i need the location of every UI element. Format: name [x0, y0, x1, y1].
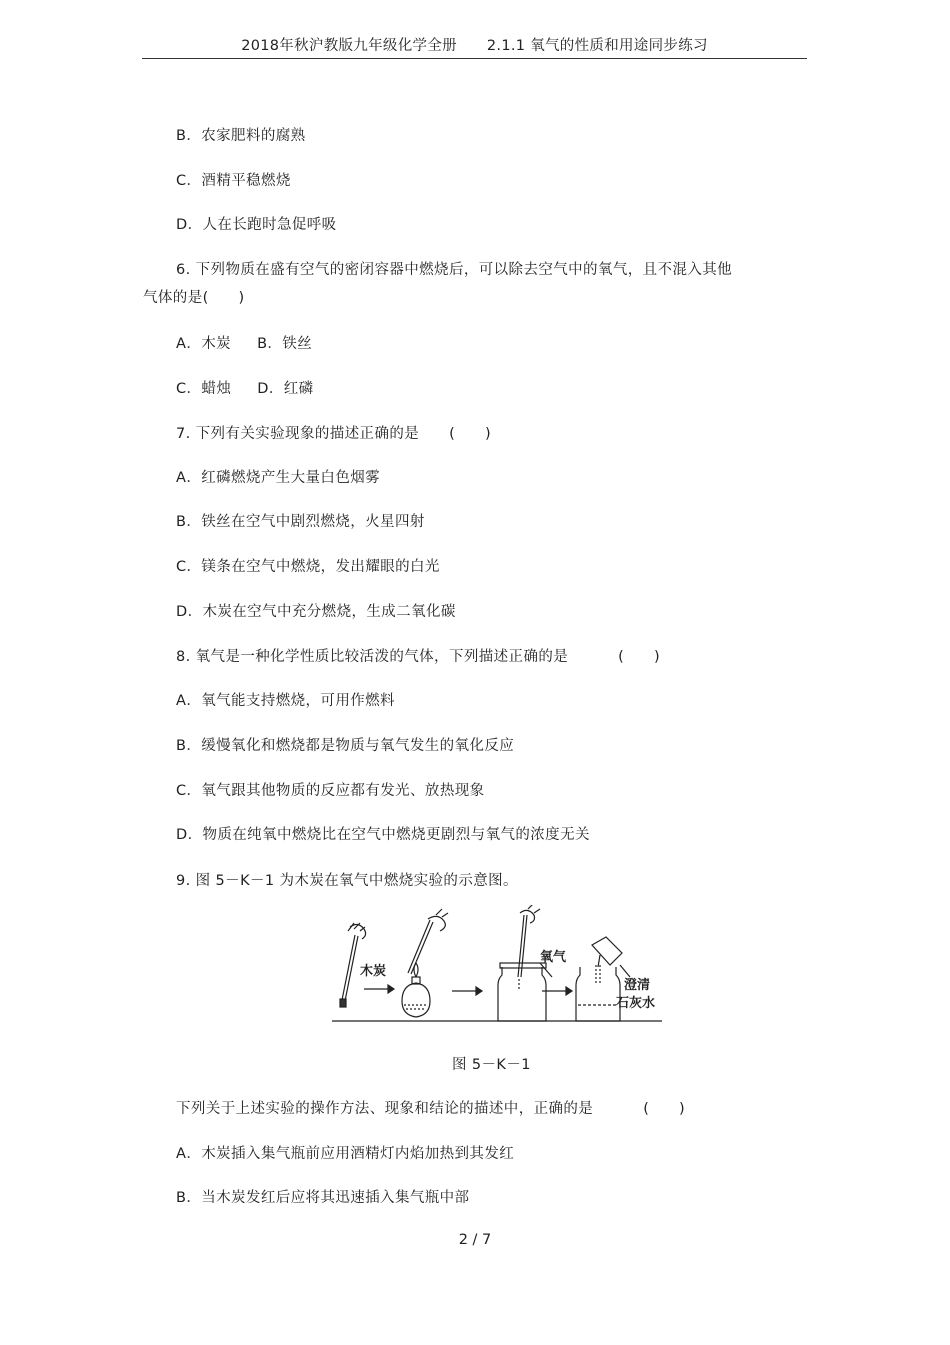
- q9-option-a: A．木炭插入集气瓶前应用酒精灯内焰加热到其发红: [176, 1146, 515, 1162]
- q6-option-c: C．蜡烛: [176, 381, 232, 397]
- q6-options-row2: [176, 377, 314, 398]
- header-book-title: 2018年秋沪教版九年级化学全册: [241, 38, 457, 54]
- q6-answer-blank: ( ): [202, 290, 245, 306]
- q6-options-row1: [176, 332, 312, 353]
- q5-option-c: C．酒精平稳燃烧: [176, 173, 291, 189]
- q6-stem-line1: 6. 下列物质在盛有空气的密闭容器中燃烧后，可以除去空气中的氧气，且不混入其他: [176, 262, 733, 278]
- q9-sub-stem: 下列关于上述实验的操作方法、现象和结论的描述中，正确的是: [176, 1101, 594, 1117]
- q6-stem-line2: [143, 286, 245, 307]
- q8-stem: 8. 氧气是一种化学性质比较活泼的气体，下列描述正确的是: [176, 649, 569, 665]
- limewater-label-line1: 澄清: [624, 978, 651, 993]
- q6-stem-text: 气体的是: [143, 290, 203, 306]
- q7-answer-blank: ( ): [449, 426, 492, 442]
- q5-option-b: B．农家肥料的腐熟: [176, 128, 306, 144]
- q7-stem-row: [176, 422, 491, 443]
- q8-option-b: B．缓慢氧化和燃烧都是物质与氧气发生的氧化反应: [176, 738, 515, 754]
- q8-stem-row: [176, 645, 660, 666]
- q7-option-b: B．铁丝在空气中剧烈燃烧，火星四射: [176, 514, 425, 530]
- q9-stem: 9. 图 5－K－1 为木炭在氧气中燃烧实验的示意图。: [176, 873, 518, 889]
- arrow-icon: [364, 985, 394, 993]
- arrow-icon: [452, 987, 482, 995]
- q7-option-a: A．红磷燃烧产生大量白色烟雾: [176, 470, 381, 486]
- q7-stem: 7. 下列有关实验现象的描述正确的是: [176, 426, 420, 442]
- q6-option-d: D．红磷: [257, 381, 314, 397]
- q8-answer-blank: ( ): [618, 649, 661, 665]
- page-header: [142, 34, 807, 59]
- q6-option-a: A．木炭: [176, 336, 232, 352]
- oxygen-label: 氧气: [540, 950, 567, 965]
- q7-option-c: C．镁条在空气中燃烧，发出耀眼的白光: [176, 559, 440, 575]
- experiment-figure: [330, 905, 664, 1027]
- figure-caption: 图 5－K－1: [452, 1057, 531, 1073]
- q6-option-b: B．铁丝: [257, 336, 313, 352]
- q8-option-a: A．氧气能支持燃烧，可用作燃料: [176, 693, 395, 709]
- page-number: 2 / 7: [458, 1232, 492, 1248]
- alcohol-lamp-icon: [402, 909, 448, 1017]
- q9-option-b: B．当木炭发红后应将其迅速插入集气瓶中部: [176, 1190, 470, 1206]
- q8-option-c: C．氧气跟其他物质的反应都有发光、放热现象: [176, 783, 485, 799]
- q7-option-d: D．木炭在空气中充分燃烧，生成二氧化碳: [176, 604, 456, 620]
- q8-option-d: D．物质在纯氧中燃烧比在空气中燃烧更剧烈与氧气的浓度无关: [176, 827, 590, 843]
- q9-answer-blank: ( ): [643, 1101, 686, 1117]
- q5-option-d: D．人在长跑时急促呼吸: [176, 217, 337, 233]
- header-lesson-title: 2.1.1 氧气的性质和用途同步练习: [486, 38, 708, 54]
- experiment-diagram: [330, 905, 664, 1027]
- q9-sub-stem-row: [176, 1097, 685, 1118]
- limewater-label-line2: 石灰水: [616, 996, 656, 1011]
- charcoal-label: 木炭: [360, 964, 387, 979]
